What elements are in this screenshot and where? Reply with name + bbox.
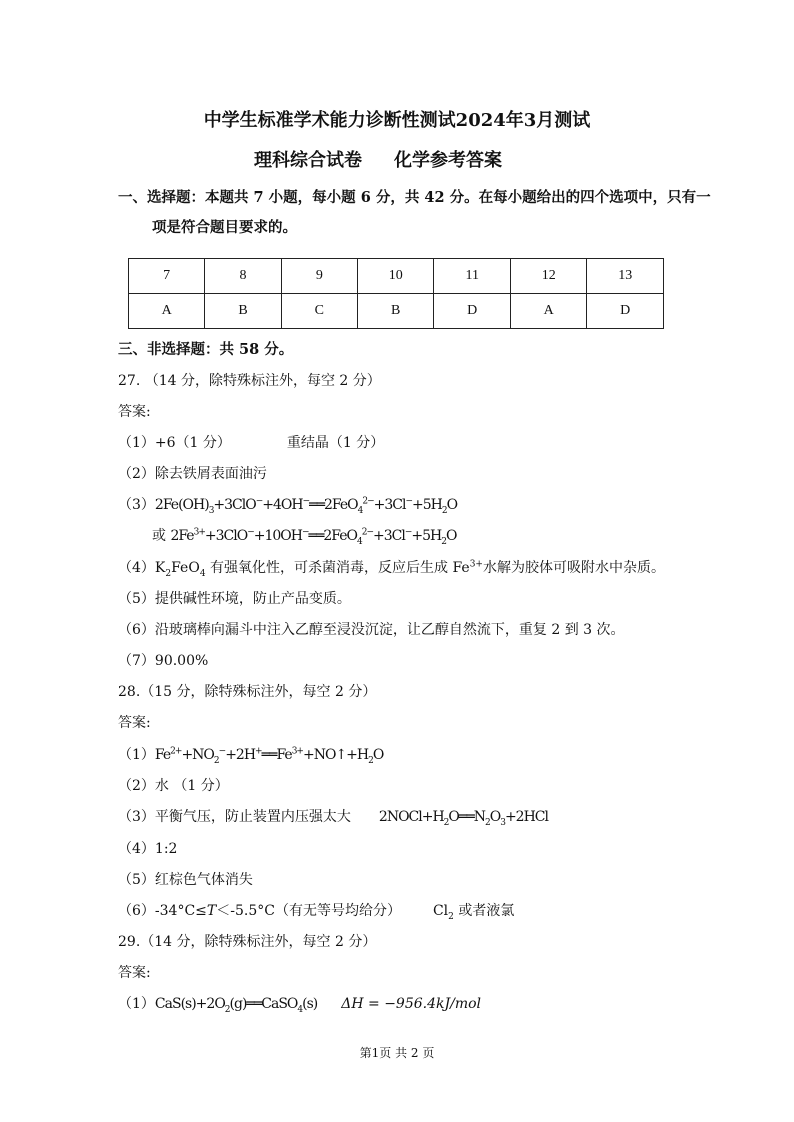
page-subtitle: [254, 146, 502, 172]
q27-a1-part2: 重结晶（1 分）: [286, 435, 385, 451]
table-row: [129, 294, 664, 329]
table-cell: A: [510, 294, 587, 329]
q27-a3-alt-label: 或: [152, 528, 171, 544]
table-cell: 12: [510, 259, 587, 294]
q28-a1: [118, 744, 383, 764]
table-cell: D: [434, 294, 510, 329]
q28-a6-variable: T: [206, 903, 217, 919]
q28-header: 28.（15 分，除特殊标注外，每空 2 分）: [118, 684, 377, 700]
q27-a6: （6）沿玻璃棒向漏斗中注入乙醇至浸没沉淀，让乙醇自然流下，重复 2 到 3 次。: [118, 622, 625, 638]
table-cell: D: [587, 294, 664, 329]
q28-a3-prefix: （3）平衡气压，防止装置内压强太大: [118, 809, 351, 825]
q27-a4-formula: FeO: [171, 560, 200, 576]
answer-table: [128, 258, 664, 329]
q28-a6-mid: ＜-5.5°C（有无等号均给分）: [216, 903, 401, 919]
q29-header: 29.（14 分，除特殊标注外，每空 2 分）: [118, 934, 377, 950]
section3-heading: 三、非选择题：共 58 分。: [118, 341, 294, 358]
q29-a1-label: （1）: [118, 996, 155, 1012]
q28-a6-prefix: （6）-34°C≤: [118, 903, 207, 919]
q27-a3-equation: $2Fe(OH)_3+3ClO^-+4OH^-══2FeO_4^{2-}+3Cl^-+5H_2O$: [154, 496, 458, 516]
table-cell: C: [281, 294, 357, 329]
q27-answer-label: 答案:: [118, 404, 151, 420]
q28-a3-equation: $2NOCl+H_2O══N_2O_3+2HCl$: [378, 809, 548, 828]
q28-a5: （5）红棕色气体消失: [118, 872, 253, 888]
q27-a1-part1: （1）+6（1 分）: [118, 435, 231, 451]
q27-a2: （2）除去铁屑表面油污: [118, 466, 267, 482]
table-cell: B: [205, 294, 281, 329]
q27-a3-alt: [152, 525, 456, 545]
q27-a4-end: 水解为胶体可吸附水中杂质。: [482, 560, 665, 576]
q28-a3: [118, 806, 548, 826]
q27-a4-prefix: （4）K: [118, 560, 166, 576]
table-cell: 7: [129, 259, 205, 294]
page-footer: 第1页 共 2 页: [359, 1046, 435, 1060]
q28-a1-equation: $Fe^{2+}+NO_2^-+2H^+══Fe^{3+}+NO↑+H_2O$: [154, 746, 384, 766]
q28-a2: （2）水 （1 分）: [118, 778, 229, 794]
q27-a4: $(4)K_2FeO_4$ 有强氧化性，可杀菌消毒，反应后生成 $Fe^{3+}$水解为胶体可吸附水中杂质。: [118, 559, 665, 579]
q29-answer-label: 答案:: [118, 965, 151, 981]
subtitle-left: 理科综合试卷: [254, 150, 362, 171]
table-cell: B: [357, 294, 434, 329]
q27-header: 27. （14 分，除特殊标注外，每空 2 分）: [118, 373, 381, 389]
table-cell: 10: [357, 259, 434, 294]
q27-a5: （5）提供碱性环境，防止产品变质。: [118, 591, 351, 607]
subtitle-right: 化学参考答案: [394, 150, 502, 171]
q28-a6-end: 或者液氯: [453, 903, 515, 919]
page-title: 中学生标准学术能力诊断性测试2024年3月测试: [203, 110, 591, 131]
q27-a3-label: （3）: [118, 497, 155, 513]
table-cell: 13: [587, 259, 664, 294]
table-cell: 9: [281, 259, 357, 294]
q27-a1: [118, 432, 384, 452]
q27-a3-alt-equation: $2Fe^{3+}+3ClO^-+10OH^-══2FeO_4^{2-}+3Cl^-+5H_2O$: [170, 527, 457, 547]
q27-a3: [118, 494, 457, 514]
q28-a6-cl: Cl: [432, 903, 449, 919]
table-cell: 11: [434, 259, 510, 294]
q28-a6: （6）-34°C≤T＜-5.5°C（有无等号均给分） $Cl_2$ 或者液氯: [118, 903, 515, 922]
table-row: [129, 259, 664, 294]
table-cell: A: [129, 294, 205, 329]
q29-a1-enthalpy: ΔH = −956.4kJ/mol: [341, 996, 482, 1012]
section1-heading-cont: 项是符合题目要求的。: [152, 219, 297, 236]
q28-a4: （4）1:2: [118, 841, 178, 857]
q28-answer-label: 答案:: [118, 715, 151, 731]
q29-a1: [118, 993, 481, 1013]
table-cell: 8: [205, 259, 281, 294]
section1-heading: 一、选择题：本题共 7 小题，每小题 6 分，共 42 分。在每小题给出的四个选项中，只有一: [118, 189, 711, 206]
q28-a1-label: （1）: [118, 747, 155, 763]
q27-a7: （7）90.00%: [118, 653, 209, 669]
q27-a4-text: 有强氧化性，可杀菌消毒，反应后生成 Fe: [205, 560, 470, 576]
q29-a1-equation: $CaS(s)+2O_2(g)══CaSO_4(s)$: [154, 996, 318, 1015]
